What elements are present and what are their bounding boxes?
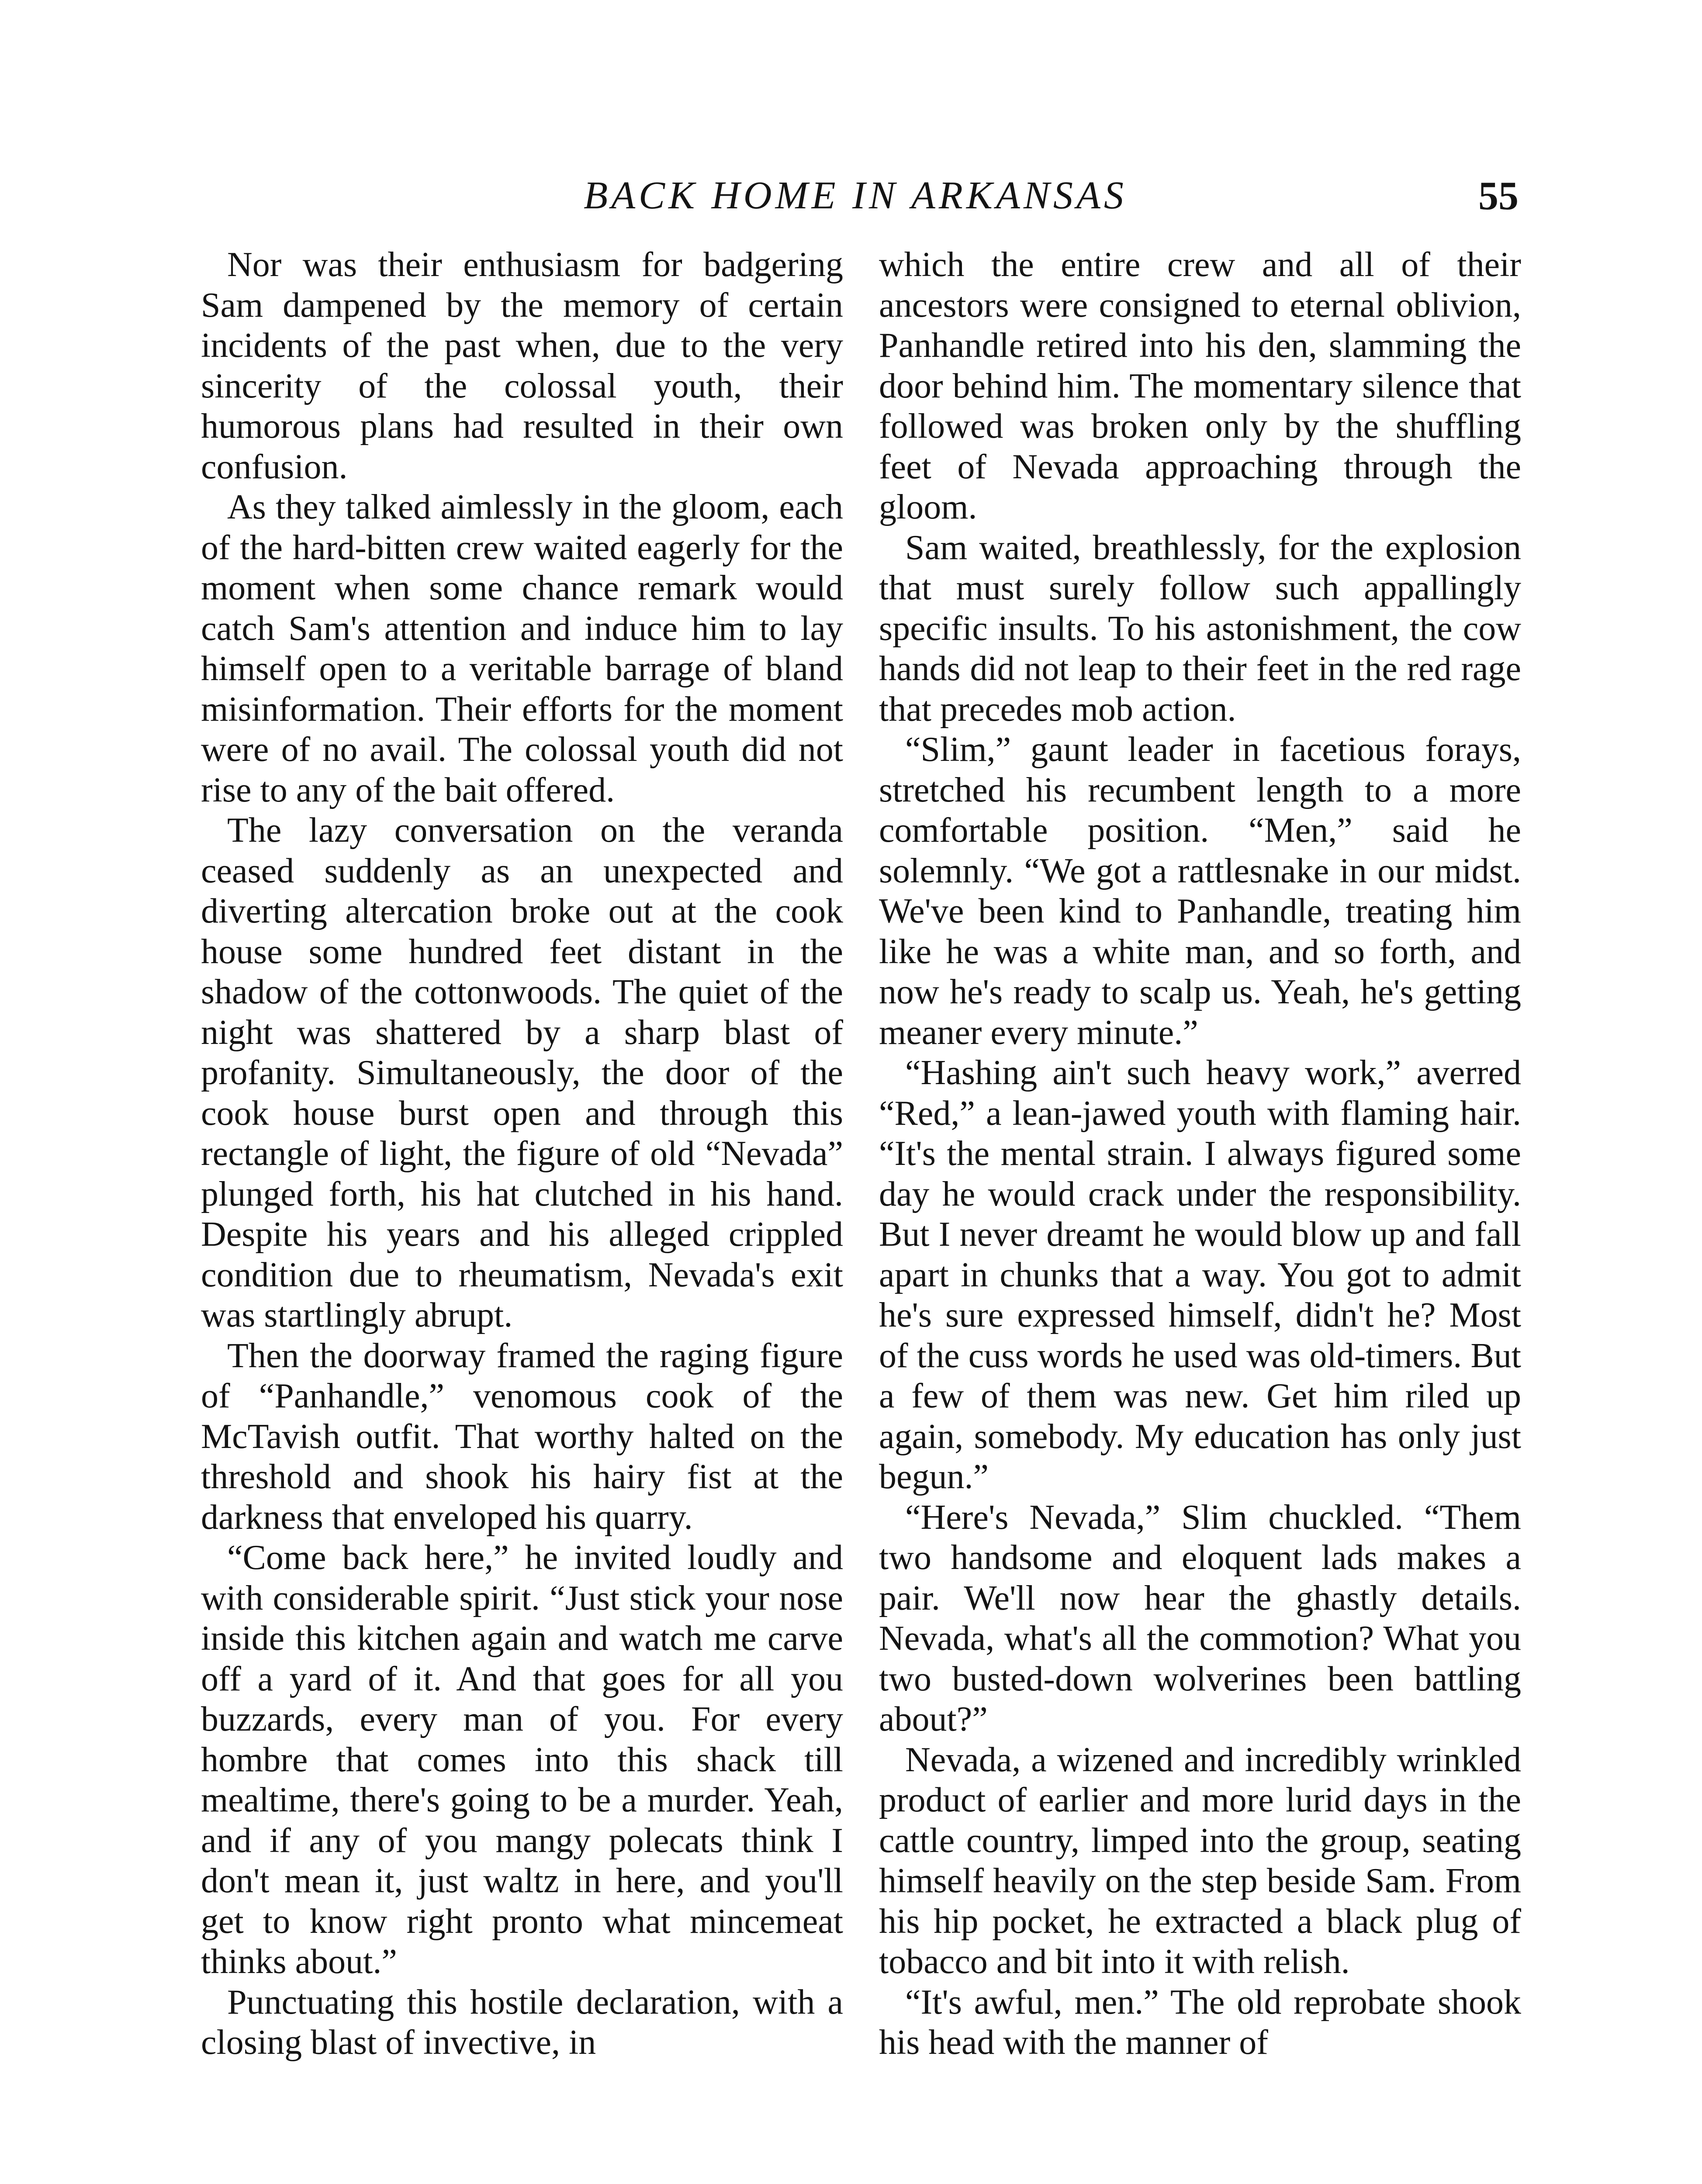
- paragraph: As they talked aimlessly in the gloom, each of the hard-bitten crew waited eagerly for the moment when some chance remark would catch Sam's attention and induce him to lay himself open to a veritable barrage of bland misinformation. Their efforts for the moment were of no avail. The colossal youth did not rise to any of the bait offered.: [201, 488, 843, 809]
- paragraph: “Hashing ain't such heavy work,” averred “Red,” a lean-jawed youth with flaming hair. “It's the mental strain. I always figured some day he would crack under the responsibility. But I never dreamt he would blow up and fall apart in chunks that a way. You got to admit he's sure expressed himself, didn't he? Most of the cuss words he used was old-timers. But a few of them was new. Get him riled up again, somebody. My education has only just begun.”: [879, 1054, 1521, 1496]
- paragraph: which the entire crew and all of their ancestors were consigned to eternal oblivion, Panhandle retired into his den, slamming the door behind him. The momentary silence that followed was broken only by the shuffling feet of Nevada approaching through the gloom.: [879, 245, 1521, 526]
- left-column: [201, 245, 843, 2063]
- paragraph: Punctuating this hostile declaration, with a closing blast of invective, in: [201, 1983, 843, 2062]
- paragraph: “Come back here,” he invited loudly and with considerable spirit. “Just stick your nose inside this kitchen again and watch me carve off a yard of it. And that goes for all you buzzards, every man of you. For every hombre that comes into this shack till mealtime, there's going to be a murder. Yeah, and if any of you mangy polecats think I don't mean it, just waltz in here, and you'll get to know right pronto what mincemeat thinks about.”: [201, 1538, 843, 1981]
- paragraph: Nevada, a wizened and incredibly wrinkled product of earlier and more lurid days in the cattle country, limped into the group, seating himself heavily on the step beside Sam. From his hip pocket, he extracted a black plug of tobacco and bit into it with relish.: [879, 1740, 1521, 1981]
- page-number: 55: [1478, 173, 1519, 218]
- paragraph: “Slim,” gaunt leader in facetious forays, stretched his recumbent length to a more comfortable position. “Men,” said he solemnly. “We got a rattlesnake in our midst. We've been kind to Panhandle, treating him like he was a white man, and so forth, and now he's ready to scalp us. Yeah, he's getting meaner every minute.”: [879, 730, 1521, 1052]
- paragraph: Sam waited, breathlessly, for the explosion that must surely follow such appallingly specific insults. To his astonishment, the cow hands did not leap to their feet in the red rage that precedes mob action.: [879, 528, 1521, 729]
- page-header: [192, 169, 1519, 222]
- paragraph: “Here's Nevada,” Slim chuckled. “Them two handsome and eloquent lads makes a pair. We'll now hear the ghastly details. Nevada, what's all the commotion? What you two busted-down wolverines been battling about?”: [879, 1498, 1521, 1738]
- paragraph: The lazy conversation on the veranda ceased suddenly as an unexpected and diverting altercation broke out at the cook house some hundred feet distant in the shadow of the cottonwoods. The quiet of the night was shattered by a sharp blast of profanity. Simultaneously, the door of the cook house burst open and through this rectangle of light, the figure of old “Nevada” plunged forth, his hat clutched in his hand. Despite his years and his alleged crippled condition due to rheumatism, Nevada's exit was startlingly abrupt.: [201, 811, 843, 1334]
- paragraph: “It's awful, men.” The old reprobate shook his head with the manner of: [879, 1983, 1521, 2062]
- paragraph: Then the doorway framed the raging figure of “Panhandle,” venomous cook of the McTavish outfit. That worthy halted on the threshold and shook his hairy fist at the darkness that enveloped his quarry.: [201, 1336, 843, 1537]
- right-column: [879, 245, 1521, 2063]
- running-head: BACK HOME IN ARKANSAS: [584, 174, 1127, 217]
- paragraph: Nor was their enthusiasm for badgering Sam dampened by the memory of certain incidents of the past when, due to the very sincerity of the colossal youth, their humorous plans had resulted in their own confusion.: [201, 245, 843, 486]
